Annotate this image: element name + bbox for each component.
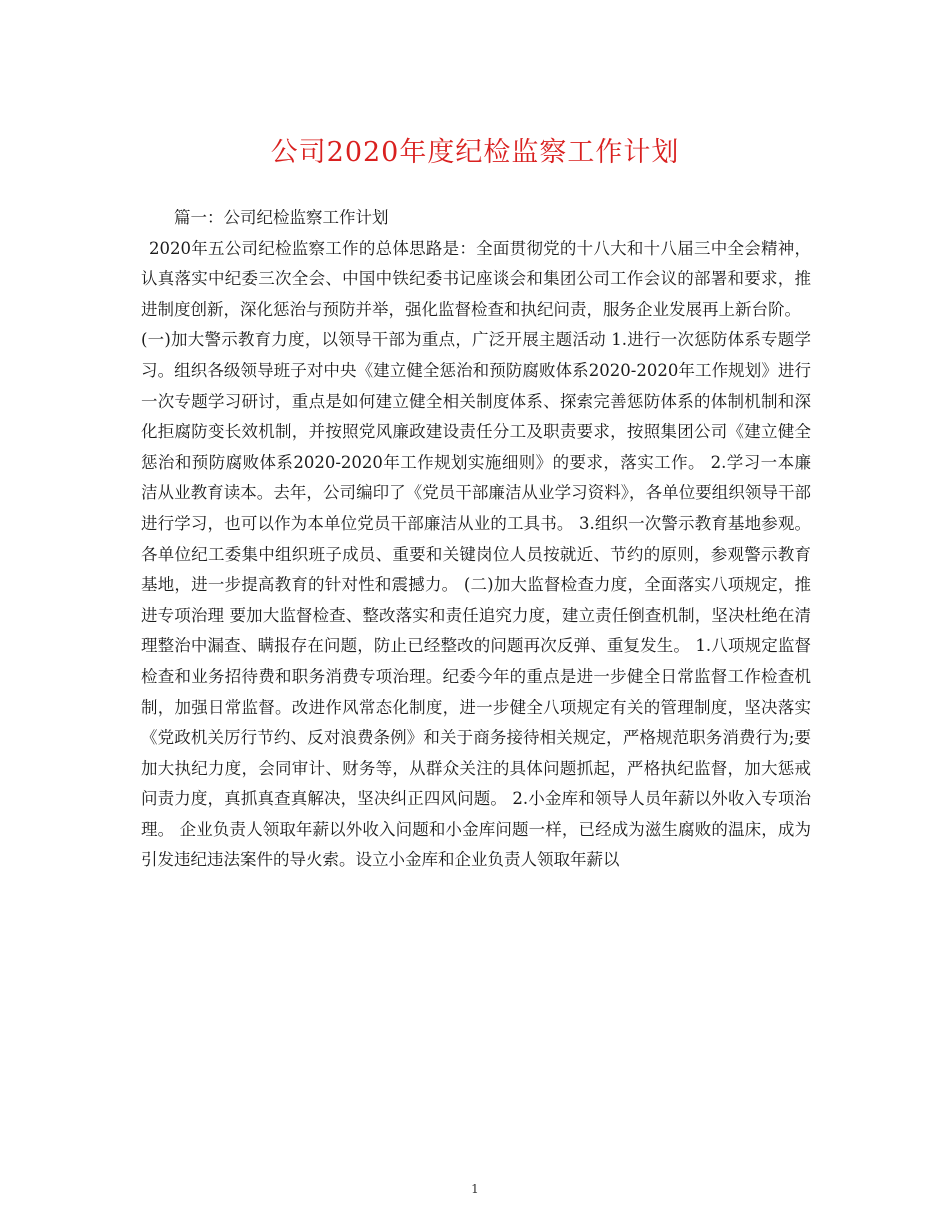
section-heading: 篇一：公司纪检监察工作计划	[174, 208, 389, 227]
body-paragraph: (一)加大警示教育力度，以领导干部为重点，广泛开展主题活动 1.进行一次惩防体系专题学习。组织各级领导班子对中央《建立健全惩治和预防腐败体系2020-2020年工作规划》进行一次专题学习研讨，重点是如何建立健全相关制度体系、探索完善惩防体系的体制机制和深化拒腐防变长效机制，并按照党风廉政建设责任分工及职责要求，按照集团公司《建立健全惩治和预防腐败体系2020-2020年工作规划实施细则》的要求，落实工作。 2.学习一本廉洁从业教育读本。去年，公司编印了《党员干部廉洁从业学习资料》，各单位要组织领导干部进行学习，也可以作为本单位党员干部廉洁从业的工具书。 3.组织一次警示教育基地参观。各单位纪工委集中组织班子成员、重要和关键岗位人员按就近、节约的原则，参观警示教育基地，进一步提高教育的针对性和震撼力。 (二)加大监督检查力度，全面落实八项规定，推进专项治理 要加大监督检查、整改落实和责任追究力度，建立责任倒查机制，坚决杜绝在清理整治中漏查、瞒报存在问题，防止已经整改的问题再次反弹、重复发生。 1.八项规定监督检查和业务招待费和职务消费专项治理。纪委今年的重点是进一步健全日常监督工作检查机制，加强日常监督。改进作风常态化制度，进一步健全八项规定有关的管理制度，坚决落实《党政机关厉行节约、反对浪费条例》和关于商务接待相关规定，严格规范职务消费行为;要加大执纪力度，会同审计、财务等，从群众关注的具体问题抓起，严格执纪监督，加大惩戒问责力度，真抓真查真解决，坚决纠正四风问题。 2.小金库和领导人员年薪以外收入专项治理。 企业负责人领取年薪以外收入问题和小金库问题一样，已经成为滋生腐败的温床，成为引发违纪违法案件的导火索。设立小金库和企业负责人领取年薪以	[141, 330, 811, 870]
document-title: 公司2020年度纪检监察工作计划	[270, 137, 680, 168]
page-number: 1	[471, 1182, 479, 1196]
intro-paragraph: 2020年五公司纪检监察工作的总体思路是：全面贯彻党的十八大和十八届三中全会精神，认真落实中纪委三次全会、中国中铁纪委书记座谈会和集团公司工作会议的部署和要求，推进制度创新，深化惩治与预防并举，强化监督检查和执纪问责，服务企业发展再上新台阶。	[141, 238, 811, 319]
document-body	[141, 203, 811, 876]
